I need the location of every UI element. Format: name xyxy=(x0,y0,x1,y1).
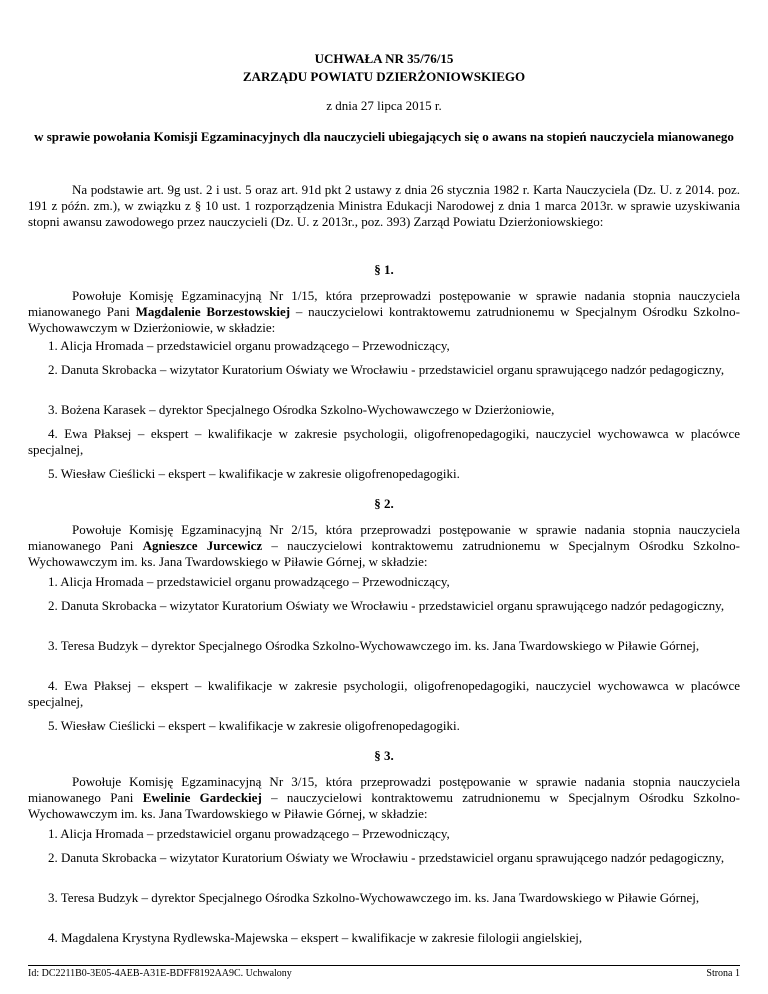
section-1-heading: § 1. xyxy=(374,262,394,277)
section-1-item-1: 1. Alicja Hromada – przedstawiciel organu prowadzącego – Przewodniczący, xyxy=(48,338,450,353)
section-2-item-1: 1. Alicja Hromada – przedstawiciel organu prowadzącego – Przewodniczący, xyxy=(48,574,450,589)
section-3-heading: § 3. xyxy=(374,748,394,763)
footer-divider xyxy=(28,965,740,966)
section-2-intro-post: – nauczycielowi kontraktowemu zatrudnionemu w Specjalnym Ośrodku Szkolno-Wychowawczym im. ks. Jana Twardowskiego w Piławie Górnej, w składzie: xyxy=(28,538,740,569)
section-2-person: Agnieszce Jurcewicz xyxy=(142,538,263,553)
section-2-intro xyxy=(28,522,740,570)
section-3-item-2: 2. Danuta Skrobacka – wizytator Kuratorium Oświaty we Wrocławiu - przedstawiciel organu sprawującego nadzór pedagogiczny, xyxy=(48,850,725,865)
footer-document-id: Id: DC2211B0-3E05-4AEB-A31E-BDFF8192AA9C. Uchwalony xyxy=(28,968,292,979)
section-1-person: Magdalenie Borzestowskiej xyxy=(135,304,291,319)
section-3-intro-post: – nauczycielowi kontraktowemu zatrudnionemu w Specjalnym Ośrodku Szkolno-Wychowawczym im. ks. Jana Twardowskiego w Piławie Górnej, w składzie: xyxy=(28,790,740,821)
section-2-intro-pre: Powołuje Komisję Egzaminacyjną Nr 2/15, która przeprowadzi postępowanie w sprawie nadania stopnia nauczyciela mianowanego Pani xyxy=(28,522,740,553)
section-1-intro-post: – nauczycielowi kontraktowemu zatrudnionemu w Specjalnym Ośrodku Szkolno-Wychowawczym w Dzierżoniowie, w składzie: xyxy=(28,304,740,335)
section-3-item-4: 4. Magdalena Krystyna Rydlewska-Majewska – ekspert – kwalifikacje w zakresie filologii angielskiej, xyxy=(48,930,583,945)
section-3-person: Ewelinie Gardeckiej xyxy=(142,790,262,805)
resolution-subject: w sprawie powołania Komisji Egzaminacyjnych dla nauczycieli ubiegających się o awans na stopień nauczyciela mianowanego xyxy=(34,129,734,144)
footer-page-number: Strona 1 xyxy=(706,968,740,979)
section-1-intro-pre: Powołuje Komisję Egzaminacyjną Nr 1/15, która przeprowadzi postępowanie w sprawie nadania stopnia nauczyciela mianowanego Pani xyxy=(28,288,740,319)
section-2-heading: § 2. xyxy=(374,496,394,511)
section-3-intro-pre: Powołuje Komisję Egzaminacyjną Nr 3/15, która przeprowadzi postępowanie w sprawie nadania stopnia nauczyciela mianowanego Pani xyxy=(28,774,740,805)
section-3-item-1: 1. Alicja Hromada – przedstawiciel organu prowadzącego – Przewodniczący, xyxy=(48,826,450,841)
section-2-item-2: 2. Danuta Skrobacka – wizytator Kuratorium Oświaty we Wrocławiu - przedstawiciel organu sprawującego nadzór pedagogiczny, xyxy=(48,598,725,613)
section-2-item-4: 4. Ewa Płaksej – ekspert – kwalifikacje w zakresie psychologii, oligofrenopedagogiki, nauczyciel wychowawca w placówce specjalnej, xyxy=(28,678,740,709)
section-1-item-4: 4. Ewa Płaksej – ekspert – kwalifikacje w zakresie psychologii, oligofrenopedagogiki, nauczyciel wychowawca w placówce specjalnej, xyxy=(28,426,740,457)
section-1-intro xyxy=(28,288,740,336)
resolution-date: z dnia 27 lipca 2015 r. xyxy=(326,98,442,113)
section-3-intro xyxy=(28,774,740,822)
section-3-item-3: 3. Teresa Budzyk – dyrektor Specjalnego Ośrodka Szkolno-Wychowawczego im. ks. Jana Twardowskiego w Piławie Górnej, xyxy=(48,890,700,905)
section-2-item-5: 5. Wiesław Cieślicki – ekspert – kwalifikacje w zakresie oligofrenopedagogiki. xyxy=(48,718,460,733)
section-1-item-5: 5. Wiesław Cieślicki – ekspert – kwalifikacje w zakresie oligofrenopedagogiki. xyxy=(48,466,460,481)
preamble: Na podstawie art. 9g ust. 2 i ust. 5 oraz art. 91d pkt 2 ustawy z dnia 26 stycznia 1982 r. Karta Nauczyciela (Dz. U. z 2014. poz. 191 z późn. zm.), w związku z § 10 ust. 1 rozporządzenia Ministra Edukacji Narodowej z dnia 1 marca 2013r. w sprawie uzyskiwania stopni awansu zawodowego przez nauczycieli (Dz. U. z 2013r., poz. 393) Zarząd Powiatu Dzierżoniowskiego: xyxy=(28,182,740,229)
resolution-title xyxy=(28,50,740,86)
title-line-2: ZARZĄDU POWIATU DZIERŻONIOWSKIEGO xyxy=(242,69,526,84)
title-line-1: UCHWAŁA NR 35/76/15 xyxy=(314,51,454,66)
section-1-item-2: 2. Danuta Skrobacka – wizytator Kuratorium Oświaty we Wrocławiu - przedstawiciel organu sprawującego nadzór pedagogiczny, xyxy=(48,362,725,377)
section-1-item-3: 3. Bożena Karasek – dyrektor Specjalnego Ośrodka Szkolno-Wychowawczego w Dzierżoniowie, xyxy=(48,402,555,417)
section-2-item-3: 3. Teresa Budzyk – dyrektor Specjalnego Ośrodka Szkolno-Wychowawczego im. ks. Jana Twardowskiego w Piławie Górnej, xyxy=(48,638,700,653)
